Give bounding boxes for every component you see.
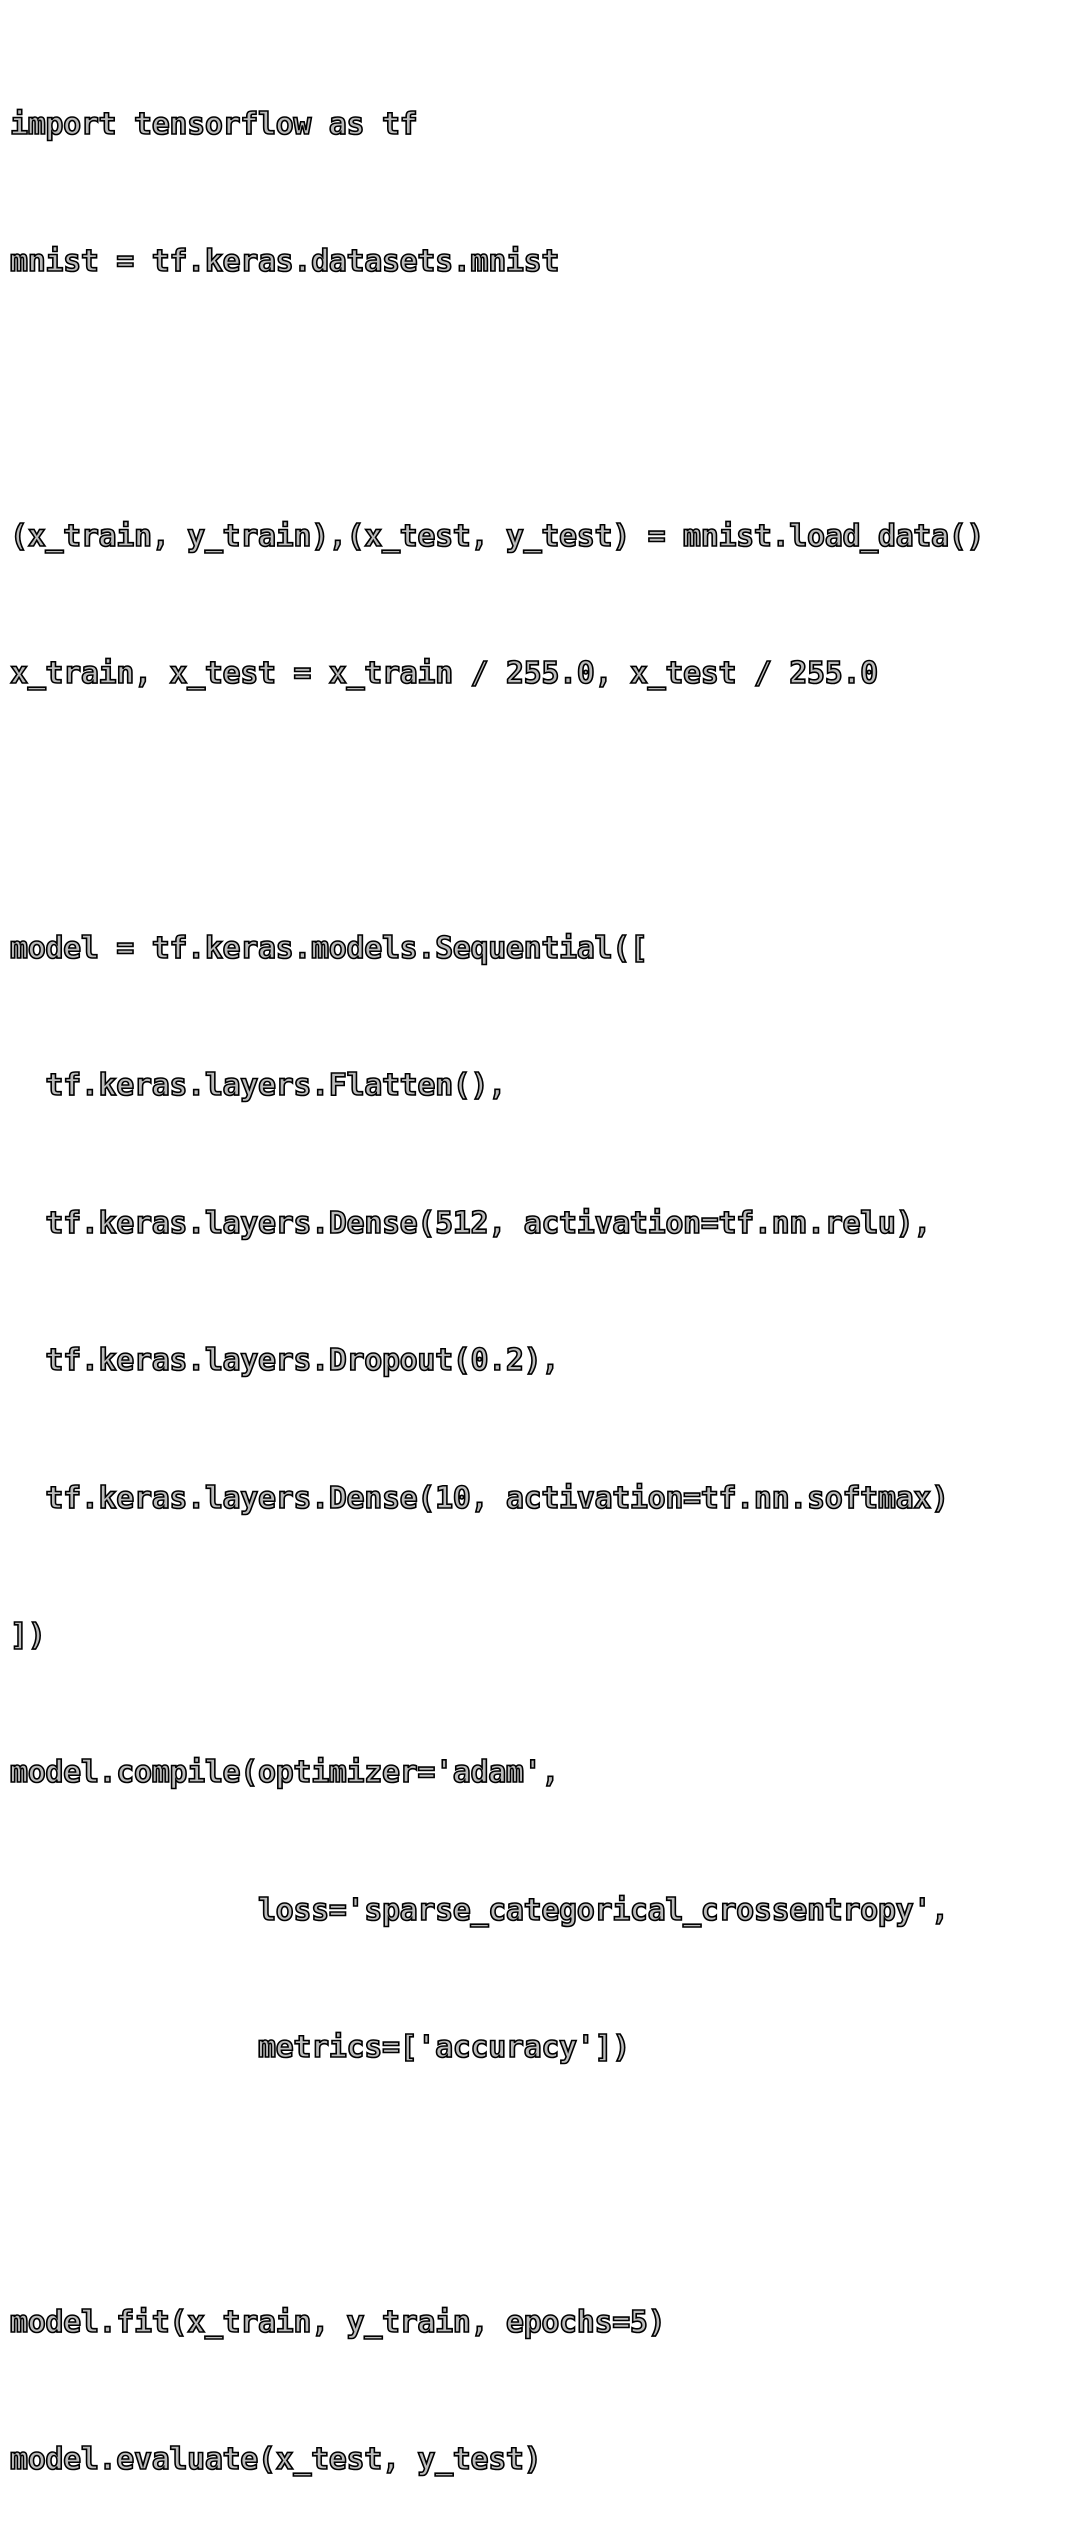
code-line-blank [10,789,1076,835]
code-line-blank [10,2162,1076,2208]
code-line-dropout: tf.keras.layers.Dropout(0.2), [10,1343,560,1379]
code-line-normalize: x_train, x_test = x_train / 255.0, x_test / 255.0 [10,656,878,692]
code-line-dense-10: tf.keras.layers.Dense(10, activation=tf.nn.softmax) [10,1480,949,1516]
code-line-blank [10,376,1076,422]
code-line-close-model: ]) [10,1617,46,1653]
code-line-loss: loss='sparse_categorical_crossentropy', [10,1892,949,1928]
code-line-mnist: mnist = tf.keras.datasets.mnist [10,243,560,279]
code-line-compile: model.compile(optimizer='adam', [10,1755,560,1791]
code-line-model-def: model = tf.keras.models.Sequential([ [10,930,648,966]
code-block [10,10,1076,2478]
code-line-flatten: tf.keras.layers.Flatten(), [10,1068,506,1104]
code-line-metrics: metrics=['accuracy']) [10,2030,630,2066]
code-line-fit: model.fit(x_train, y_train, epochs=5) [10,2304,666,2340]
code-line-load-data: (x_train, y_train),(x_test, y_test) = mnist.load_data() [10,518,985,554]
code-line-import: import tensorflow as tf [10,106,418,142]
code-line-dense-512: tf.keras.layers.Dense(512, activation=tf.nn.relu), [10,1205,931,1241]
code-line-evaluate: model.evaluate(x_test, y_test) [10,2442,542,2478]
